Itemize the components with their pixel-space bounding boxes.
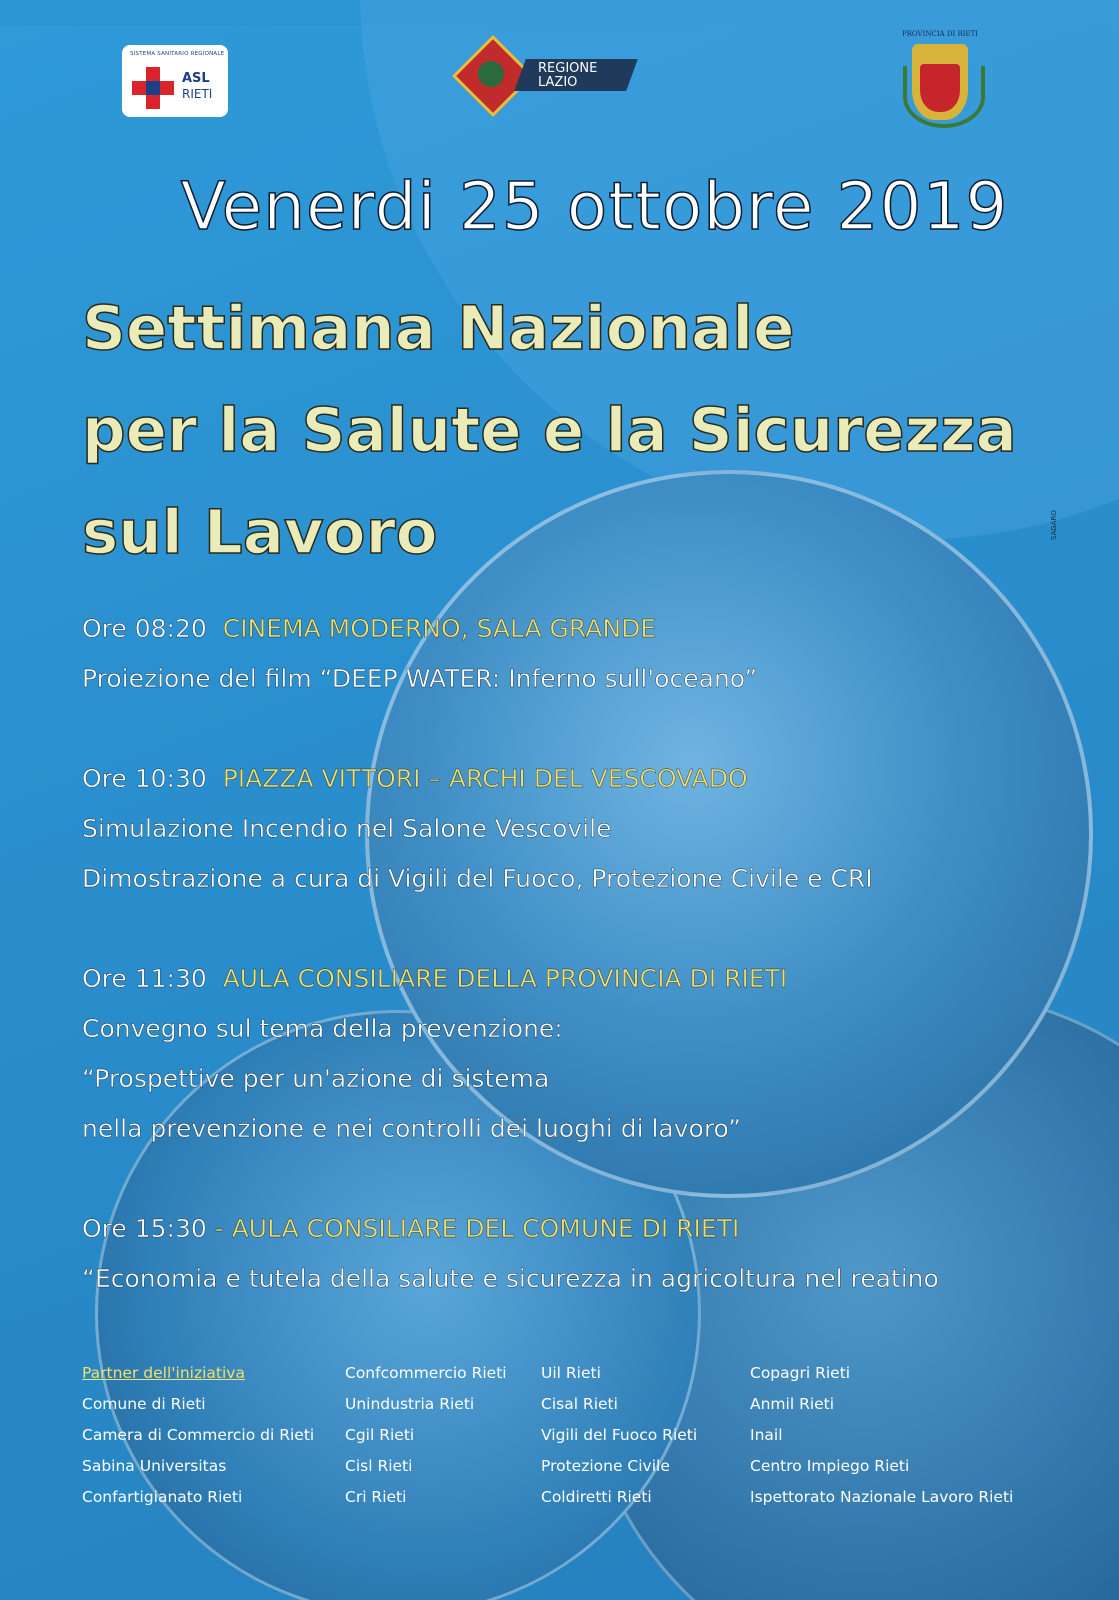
event-1 — [82, 604, 1082, 704]
event-place: AULA CONSILIARE DELLA PROVINCIA DI RIETI — [222, 964, 788, 993]
event-separator: - — [206, 1214, 232, 1243]
partner-item: Copagri Rieti — [750, 1364, 851, 1382]
event-time: Ore 10:30 — [82, 764, 207, 793]
partner-item: Unindustria Rieti — [345, 1395, 475, 1413]
partner-item: Confcommercio Rieti — [345, 1364, 507, 1382]
partners-column-1 — [82, 1358, 314, 1513]
partners-column-4 — [750, 1358, 1013, 1513]
provincia-rieti-logo — [895, 30, 985, 128]
asl-rieti-logo — [122, 45, 228, 117]
partners-column-3 — [541, 1358, 697, 1513]
event-description: Convegno sul tema della prevenzione: — [82, 1014, 563, 1043]
designer-credit: SAGARO — [1050, 510, 1058, 540]
partner-item: Cri Rieti — [345, 1488, 407, 1506]
event-place: PIAZZA VITTORI – ARCHI DEL VESCOVADO — [222, 764, 748, 793]
partner-item: Centro Impiego Rieti — [750, 1457, 910, 1475]
partner-item: Vigili del Fuoco Rieti — [541, 1426, 698, 1444]
event-header — [82, 1204, 1082, 1254]
event-description: Simulazione Incendio nel Salone Vescovile — [82, 814, 612, 843]
main-title-line3: sul Lavoro — [82, 497, 438, 568]
cross-center-icon — [146, 81, 160, 95]
lazio-logo-line1: REGIONE — [538, 61, 598, 76]
main-title — [82, 278, 1017, 584]
event-description: “Prospettive per un'azione di sistema — [82, 1064, 550, 1093]
partner-item: Protezione Civile — [541, 1457, 670, 1475]
partners-section — [82, 1358, 1062, 1528]
partner-item: Cisal Rieti — [541, 1395, 618, 1413]
partner-item: Anmil Rieti — [750, 1395, 835, 1413]
partner-item: Inail — [750, 1426, 783, 1444]
asl-logo-line2: RIETI — [182, 87, 213, 101]
event-description: Proiezione del film “DEEP WATER: Inferno sull'oceano” — [82, 664, 758, 693]
partner-item: Sabina Universitas — [82, 1457, 227, 1475]
partner-item: Camera di Commercio di Rieti — [82, 1426, 315, 1444]
event-place: CINEMA MODERNO, SALA GRANDE — [222, 614, 657, 643]
partner-item: Confartigianato Rieti — [82, 1488, 243, 1506]
event-3 — [82, 954, 1082, 1154]
event-time: Ore 11:30 — [82, 964, 207, 993]
partner-item: Coldiretti Rieti — [541, 1488, 652, 1506]
partner-item: Ispettorato Nazionale Lavoro Rieti — [750, 1488, 1014, 1506]
event-4 — [82, 1204, 1082, 1304]
asl-logo-line1: ASL — [182, 71, 210, 86]
coat-of-arms-inner-icon — [920, 64, 960, 112]
event-header — [82, 754, 1082, 804]
partners-heading-link[interactable]: Partner dell'iniziativa — [82, 1364, 245, 1382]
partner-item: Uil Rieti — [541, 1364, 601, 1382]
regione-lazio-logo — [458, 45, 640, 107]
event-time: Ore 15:30 — [82, 1214, 207, 1243]
event-place: AULA CONSILIARE DEL COMUNE DI RIETI — [231, 1214, 740, 1243]
lazio-logo-line2: LAZIO — [538, 75, 578, 90]
event-2 — [82, 754, 1082, 904]
main-title-line2: per la Salute e la Sicurezza — [82, 395, 1017, 466]
main-title-line1: Settimana Nazionale — [82, 293, 795, 364]
partner-item: Comune di Rieti — [82, 1395, 206, 1413]
partner-item: Cisl Rieti — [345, 1457, 413, 1475]
emblem-center-icon — [478, 61, 504, 87]
partner-item: Cgil Rieti — [345, 1426, 415, 1444]
provincia-logo-text: PROVINCIA DI RIETI — [901, 30, 979, 38]
event-description: nella prevenzione e nei controlli dei luoghi di lavoro” — [82, 1114, 741, 1143]
event-description: “Economia e tutela della salute e sicurezza in agricoltura nel reatino — [82, 1264, 939, 1293]
events-schedule — [82, 604, 1082, 1354]
event-description: Dimostrazione a cura di Vigili del Fuoco, Protezione Civile e CRI — [82, 864, 873, 893]
event-header — [82, 604, 1082, 654]
asl-logo-small-text: SISTEMA SANITARIO REGIONALE — [130, 51, 225, 57]
event-time: Ore 08:20 — [82, 614, 207, 643]
event-date-title: Venerdi 25 ottobre 2019 — [180, 168, 1009, 245]
event-header — [82, 954, 1082, 1004]
partners-column-2 — [345, 1358, 507, 1513]
